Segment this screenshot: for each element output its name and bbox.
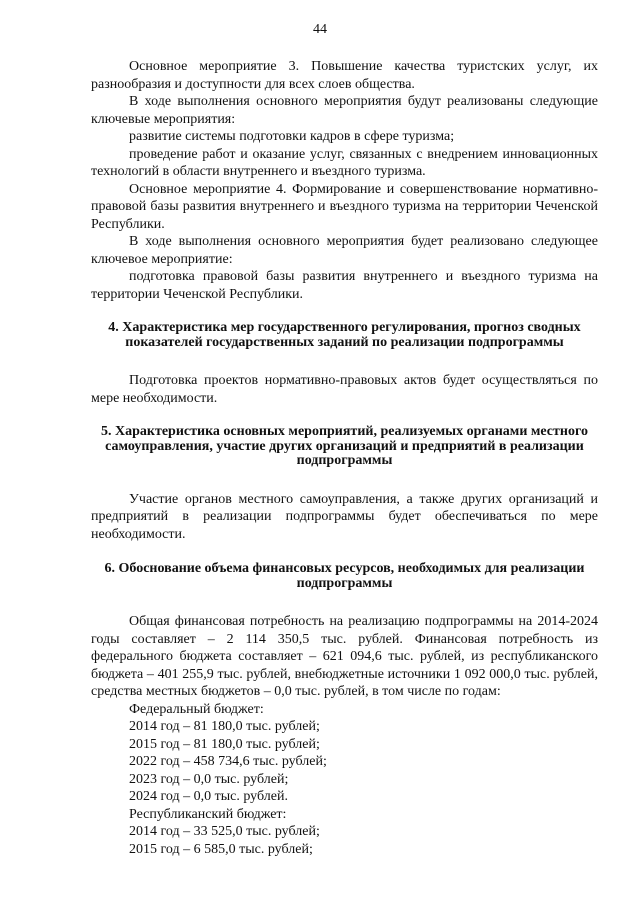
list-item: 2024 год – 0,0 тыс. рублей. — [129, 789, 288, 804]
list-item: Республиканский бюджет: — [129, 806, 287, 822]
document-body — [91, 58, 598, 858]
list-item: 2023 год – 0,0 тыс. рублей; — [129, 771, 289, 787]
list-item: 2022 год – 458 734,6 тыс. рублей; — [129, 754, 327, 769]
section-4-text: Подготовка проектов нормативно-правовых актов будет осуществляться по мере необходимости. — [91, 373, 598, 406]
section-5-heading: 5. Характеристика основных мероприятий, реализуемых органами местного самоуправления, участие других организаций и предприятий в реализации подпрограммы — [101, 424, 588, 468]
list-item: 2014 год – 33 525,0 тыс. рублей; — [129, 824, 320, 839]
page-number: 44 — [313, 22, 327, 37]
paragraph-event-3-item-2: проведение работ и оказание услуг, связанных с внедрением инновационных технологий в области внутреннего и въездного туризма. — [91, 146, 598, 179]
section-6-heading: 6. Обоснование объема финансовых ресурсов, необходимых для реализации подпрограммы — [104, 561, 585, 591]
budget-list — [91, 701, 598, 859]
list-item: 2015 год – 6 585,0 тыс. рублей; — [129, 841, 313, 857]
section-4-heading: 4. Характеристика мер государственного регулирования, прогноз сводных показателей государственных заданий по реализации подпрограммы — [108, 320, 581, 350]
paragraph-event-4-item-1: подготовка правовой базы развития внутреннего и въездного туризма на территории Чеченской Республики. — [91, 269, 598, 302]
section-6-text: Общая финансовая потребность на реализацию подпрограммы на 2014-2024 годы составляет – 2 114 350,5 тыс. рублей. Финансовая потребность из федерального бюджета составляет – 621 094,6 тыс. рублей, из республиканского бюджета – 401 255,9 тыс. рублей, внебюджетные источники 1 092 000,0 тыс. рублей, средства местных бюджетов – 0,0 тыс. рублей, в том числе по годам: — [91, 614, 598, 699]
section-5-text: Участие органов местного самоуправления, а также других организаций и предприятий в реализации подпрограммы будет обеспечиваться по мере необходимости. — [91, 491, 598, 542]
paragraph-event-3-intro: В ходе выполнения основного мероприятия будут реализованы следующие ключевые мероприятия: — [91, 94, 598, 127]
paragraph-event-4: Основное мероприятие 4. Формирование и совершенствование нормативно-правовой базы развития внутреннего и въездного туризма на территории Чеченской Республики. — [91, 181, 598, 232]
paragraph-event-3-item-1: развитие системы подготовки кадров в сфере туризма; — [129, 129, 455, 144]
list-item: 2015 год – 81 180,0 тыс. рублей; — [129, 736, 320, 752]
list-item: Федеральный бюджет: — [129, 701, 264, 717]
paragraph-event-4-intro: В ходе выполнения основного мероприятия будет реализовано следующее ключевое мероприятие: — [91, 234, 598, 267]
list-item: 2014 год – 81 180,0 тыс. рублей; — [129, 719, 320, 734]
paragraph-event-3: Основное мероприятие 3. Повышение качества туристских услуг, их разнообразия и доступности для всех слоев общества. — [91, 59, 598, 92]
